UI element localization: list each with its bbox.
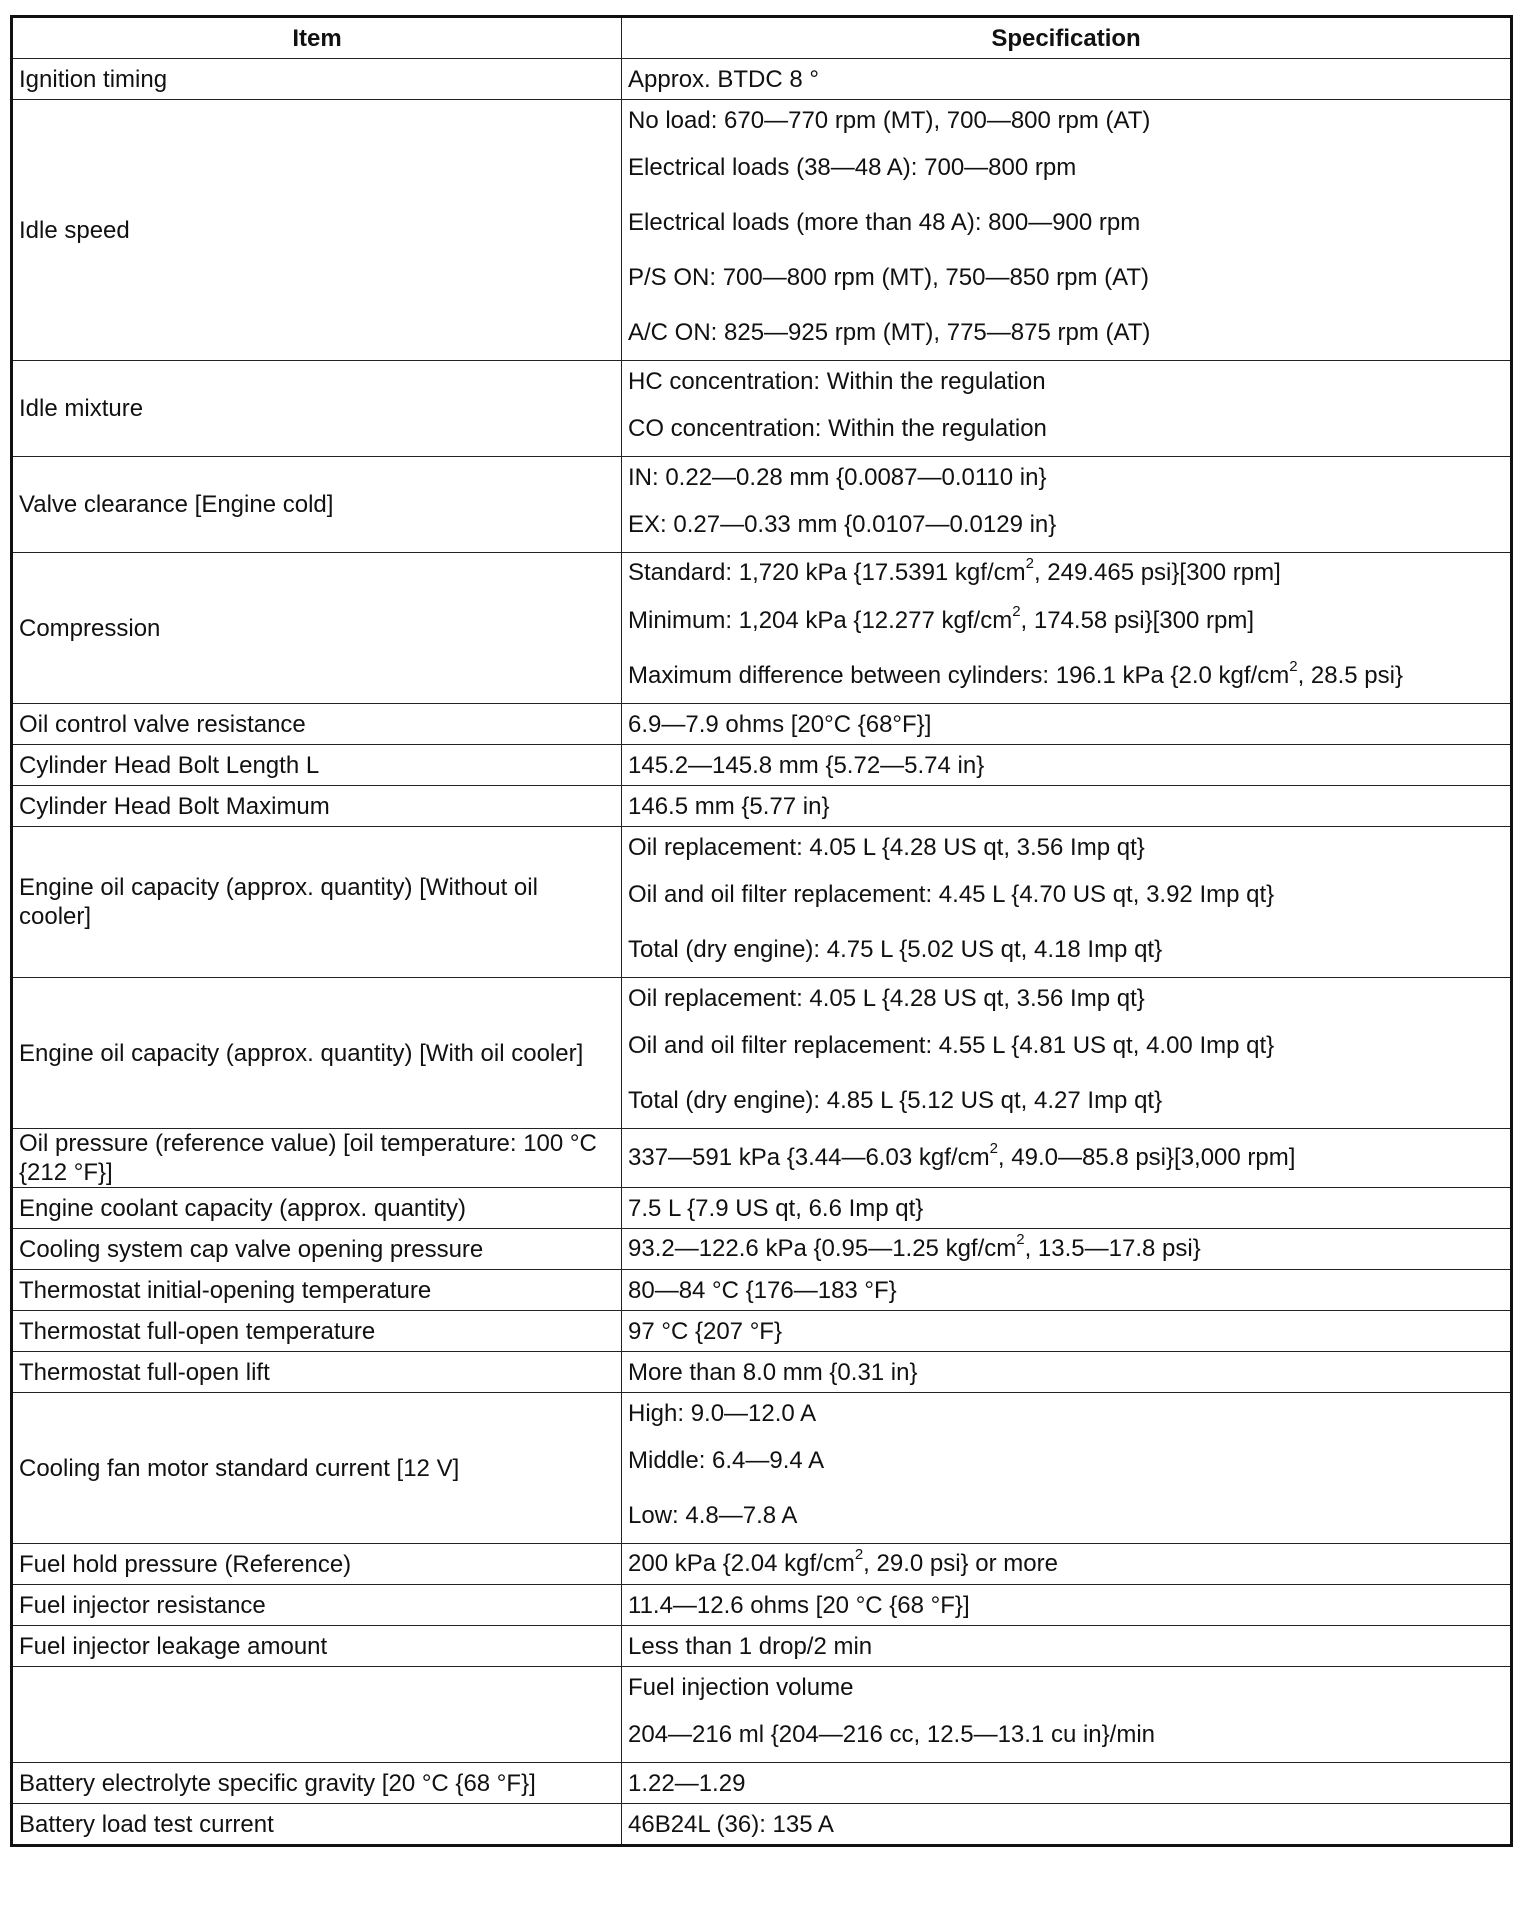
spec-line	[628, 1544, 1504, 1584]
specification-cell	[622, 1188, 1512, 1229]
item-cell: Cooling system cap valve opening pressure	[12, 1229, 622, 1270]
item-cell: Engine oil capacity (approx. quantity) [With oil cooler]	[12, 978, 622, 1129]
item-cell: Idle mixture	[12, 361, 622, 457]
item-cell: Thermostat full-open lift	[12, 1352, 622, 1393]
table-row	[12, 361, 1512, 457]
spec-line: P/S ON: 700—800 rpm (MT), 750—850 rpm (AT)	[628, 264, 1150, 291]
spec-line: Electrical loads (more than 48 A): 800—900 rpm	[628, 209, 1141, 236]
item-cell: Battery load test current	[12, 1804, 622, 1846]
specification-cell	[622, 1229, 1512, 1270]
spec-text: , 249.465 psi}[300 rpm]	[1033, 559, 1281, 586]
specification-cell	[622, 59, 1512, 100]
spec-line: EX: 0.27—0.33 mm {0.0107—0.0129 in}	[628, 511, 1057, 538]
item-cell: Valve clearance [Engine cold]	[12, 457, 622, 553]
specification-cell	[622, 457, 1512, 553]
spec-line: Less than 1 drop/2 min	[628, 1632, 873, 1660]
spec-line	[628, 553, 1504, 593]
specification-cell	[622, 1804, 1512, 1846]
spec-line: High: 9.0—12.0 A	[628, 1399, 817, 1427]
spec-line: Electrical loads (38—48 A): 700—800 rpm	[628, 154, 1077, 181]
spec-line: Oil replacement: 4.05 L {4.28 US qt, 3.56 Imp qt}	[628, 833, 1145, 861]
table-row	[12, 1352, 1512, 1393]
spec-text: , 29.0 psi} or more	[863, 1550, 1058, 1577]
item-cell: Fuel hold pressure (Reference)	[12, 1544, 622, 1585]
table-row	[12, 745, 1512, 786]
item-cell: Engine oil capacity (approx. quantity) [Without oil cooler]	[12, 827, 622, 978]
table-row	[12, 1393, 1512, 1544]
table-header-row	[12, 17, 1512, 59]
specification-cell	[622, 553, 1512, 704]
spec-line: 145.2—145.8 mm {5.72—5.74 in}	[628, 751, 985, 779]
table-row	[12, 1804, 1512, 1846]
spec-line: Middle: 6.4—9.4 A	[628, 1447, 825, 1474]
item-cell: Thermostat initial-opening temperature	[12, 1270, 622, 1311]
spec-line: A/C ON: 825—925 rpm (MT), 775—875 rpm (AT)	[628, 319, 1151, 346]
item-cell: Cooling fan motor standard current [12 V]	[12, 1393, 622, 1544]
specification-cell	[622, 1270, 1512, 1311]
spec-line: 204—216 ml {204—216 cc, 12.5—13.1 cu in}/min	[628, 1721, 1155, 1748]
superscript: 2	[1025, 555, 1034, 572]
spec-line: Total (dry engine): 4.85 L {5.12 US qt, 4.27 Imp qt}	[628, 1087, 1163, 1114]
table-row	[12, 1270, 1512, 1311]
spec-line: 97 °C {207 °F}	[628, 1317, 782, 1345]
item-cell: Oil pressure (reference value) [oil temperature: 100 °C {212 °F}]	[12, 1129, 622, 1188]
superscript: 2	[1016, 1231, 1025, 1248]
spec-text: 200 kPa {2.04 kgf/cm	[628, 1550, 855, 1577]
spec-line: 6.9—7.9 ohms [20°C {68°F}]	[628, 710, 932, 738]
spec-text: 93.2—122.6 kPa {0.95—1.25 kgf/cm	[628, 1235, 1017, 1262]
item-cell	[12, 1667, 622, 1763]
table-row	[12, 1763, 1512, 1804]
table-body	[12, 59, 1512, 1846]
specification-cell	[622, 827, 1512, 978]
header-specification: Specification	[622, 17, 1512, 59]
spec-line: 1.22—1.29	[628, 1769, 746, 1797]
spec-line: Oil and oil filter replacement: 4.45 L {4.70 US qt, 3.92 Imp qt}	[628, 881, 1275, 908]
spec-line	[628, 1138, 1504, 1178]
superscript: 2	[1012, 603, 1021, 620]
spec-line: CO concentration: Within the regulation	[628, 415, 1047, 442]
table-row	[12, 1544, 1512, 1585]
spec-line: 46B24L (36): 135 A	[628, 1810, 834, 1838]
spec-text: Maximum difference between cylinders: 196.1 kPa {2.0 kgf/cm	[628, 662, 1290, 689]
specification-cell	[622, 1626, 1512, 1667]
header-item: Item	[12, 17, 622, 59]
specification-cell	[622, 1129, 1512, 1188]
table-row	[12, 553, 1512, 704]
specification-cell	[622, 745, 1512, 786]
item-cell: Fuel injector leakage amount	[12, 1626, 622, 1667]
specification-cell	[622, 978, 1512, 1129]
superscript: 2	[854, 1546, 864, 1563]
specification-cell	[622, 1393, 1512, 1544]
spec-text: Minimum: 1,204 kPa {12.277 kgf/cm	[628, 607, 1013, 634]
table-row	[12, 1229, 1512, 1270]
spec-line: Oil replacement: 4.05 L {4.28 US qt, 3.56 Imp qt}	[628, 984, 1145, 1012]
spec-text: 337—591 kPa {3.44—6.03 kgf/cm	[628, 1144, 990, 1171]
item-cell: Battery electrolyte specific gravity [20 °C {68 °F}]	[12, 1763, 622, 1804]
table-row	[12, 100, 1512, 361]
spec-text: Standard: 1,720 kPa {17.5391 kgf/cm	[628, 559, 1026, 586]
superscript: 2	[989, 1140, 998, 1157]
spec-line: 7.5 L {7.9 US qt, 6.6 Imp qt}	[628, 1194, 924, 1222]
item-cell: Cylinder Head Bolt Maximum	[12, 786, 622, 827]
table-row	[12, 1585, 1512, 1626]
spec-text: , 13.5—17.8 psi}	[1024, 1235, 1201, 1262]
specification-cell	[622, 361, 1512, 457]
table-row	[12, 786, 1512, 827]
spec-text: , 28.5 psi}	[1297, 662, 1403, 689]
spec-line: Fuel injection volume	[628, 1673, 854, 1701]
table-row	[12, 827, 1512, 978]
table-row	[12, 704, 1512, 745]
table-row	[12, 1667, 1512, 1763]
superscript: 2	[1289, 658, 1298, 675]
spec-line: 80—84 °C {176—183 °F}	[628, 1276, 897, 1304]
specification-table	[10, 15, 1513, 1847]
spec-text: , 174.58 psi}[300 rpm]	[1020, 607, 1255, 634]
spec-line: Total (dry engine): 4.75 L {5.02 US qt, 4.18 Imp qt}	[628, 936, 1163, 963]
spec-line: Low: 4.8—7.8 A	[628, 1502, 798, 1529]
item-cell: Ignition timing	[12, 59, 622, 100]
spec-line: More than 8.0 mm {0.31 in}	[628, 1358, 918, 1386]
spec-line: IN: 0.22—0.28 mm {0.0087—0.0110 in}	[628, 463, 1047, 491]
specification-cell	[622, 786, 1512, 827]
table-row	[12, 978, 1512, 1129]
specification-cell	[622, 1667, 1512, 1763]
specification-cell	[622, 1585, 1512, 1626]
specification-cell	[622, 704, 1512, 745]
table-row	[12, 59, 1512, 100]
item-cell: Cylinder Head Bolt Length L	[12, 745, 622, 786]
item-cell: Thermostat full-open temperature	[12, 1311, 622, 1352]
table-row	[12, 1311, 1512, 1352]
spec-line	[628, 648, 1504, 703]
table-row	[12, 1188, 1512, 1229]
item-cell: Compression	[12, 553, 622, 704]
item-cell: Fuel injector resistance	[12, 1585, 622, 1626]
spec-line: HC concentration: Within the regulation	[628, 367, 1046, 395]
specification-cell	[622, 1763, 1512, 1804]
table-row	[12, 1129, 1512, 1188]
item-cell: Idle speed	[12, 100, 622, 361]
table-row	[12, 457, 1512, 553]
spec-line: Oil and oil filter replacement: 4.55 L {4.81 US qt, 4.00 Imp qt}	[628, 1032, 1275, 1059]
item-cell: Oil control valve resistance	[12, 704, 622, 745]
specification-cell	[622, 1544, 1512, 1585]
spec-line: Approx. BTDC 8 °	[628, 65, 819, 93]
item-cell: Engine coolant capacity (approx. quantity)	[12, 1188, 622, 1229]
specification-cell	[622, 1352, 1512, 1393]
spec-text: , 49.0—85.8 psi}[3,000 rpm]	[997, 1144, 1296, 1171]
spec-line: 11.4—12.6 ohms [20 °C {68 °F}]	[628, 1591, 970, 1619]
specification-cell	[622, 100, 1512, 361]
specification-cell	[622, 1311, 1512, 1352]
spec-line	[628, 1229, 1504, 1269]
spec-line	[628, 593, 1504, 648]
spec-line: No load: 670—770 rpm (MT), 700—800 rpm (AT)	[628, 106, 1151, 134]
spec-sheet	[10, 15, 1510, 1847]
table-row	[12, 1626, 1512, 1667]
spec-line: 146.5 mm {5.77 in}	[628, 792, 830, 820]
